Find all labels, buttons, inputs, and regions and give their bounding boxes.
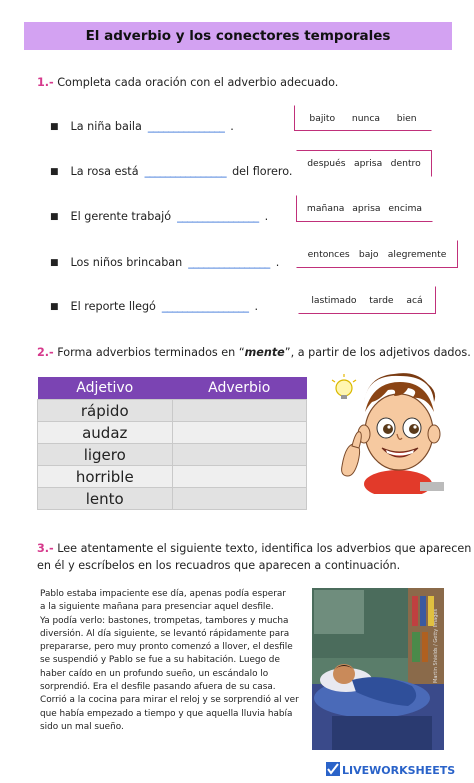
sentence-2-after: del florero. — [232, 165, 293, 178]
table-row — [38, 466, 307, 488]
boy-idea-illustration — [328, 372, 446, 494]
word-option: aprisa — [352, 203, 381, 214]
sentence-5-after: . — [254, 300, 259, 313]
word-box-1 — [294, 105, 432, 131]
section2-text-pre: Forma adverbios terminados en “ — [57, 346, 245, 359]
sentence-2-before: La rosa está — [70, 165, 139, 178]
adverb-answer-cell[interactable] — [172, 422, 307, 444]
word-box-2 — [296, 150, 432, 177]
sentence-1 — [50, 120, 234, 133]
footer-brand: LIVEWORKSHEETS — [342, 764, 456, 777]
adjective-cell: lento — [38, 488, 173, 510]
word-option: nunca — [351, 112, 381, 124]
section3-text-2: en él y escríbelos en los recuadros que aparecen a continuación. — [37, 559, 401, 572]
sentence-4-after: . — [275, 256, 280, 269]
sentence-3 — [50, 210, 268, 223]
section3-instruction — [37, 540, 471, 574]
section1-text: Completa cada oración con el adverbio adecuado. — [57, 76, 339, 89]
liveworksheets-logo-icon — [326, 762, 340, 776]
story-line: sido un mal sueño. — [40, 721, 124, 732]
word-option: acá — [406, 294, 423, 306]
word-option: bien — [396, 112, 417, 124]
sentence-1-blank[interactable]: _______________ — [147, 120, 225, 133]
adjective-table — [37, 377, 307, 510]
section2-text-em: mente — [244, 346, 285, 359]
word-box-4 — [296, 240, 458, 268]
adverb-answer-cell[interactable] — [172, 466, 307, 488]
bullet-icon: ■ — [50, 301, 59, 312]
adverb-answer-cell[interactable] — [172, 400, 307, 422]
header-adjetivo: Adjetivo — [38, 377, 173, 400]
word-option: entonces — [307, 248, 350, 260]
section1-instruction — [37, 76, 338, 89]
section1-number: 1.- — [37, 76, 54, 89]
story-text — [40, 588, 308, 734]
sentence-2 — [50, 165, 292, 178]
sentence-5 — [50, 300, 258, 313]
adverb-answer-cell[interactable] — [172, 444, 307, 466]
sleeping-boy-photo — [312, 588, 444, 750]
table-header-row — [38, 377, 307, 400]
bullet-icon: ■ — [50, 257, 59, 268]
story-line: diversión. Al día siguiente, se levantó rápidamente para — [40, 628, 290, 639]
worksheet-title: El adverbio y los conectores temporales — [24, 22, 452, 50]
sentence-3-blank[interactable]: ________________ — [177, 210, 259, 223]
bullet-icon: ■ — [50, 166, 59, 177]
sentence-3-after: . — [264, 210, 269, 223]
section2-instruction — [37, 346, 471, 359]
section3-line-1 — [37, 540, 471, 557]
header-adverbio: Adverbio — [172, 377, 307, 400]
sentence-3-before: El gerente trabajó — [70, 210, 172, 223]
word-box-5 — [298, 286, 436, 314]
story-line: haber caído en un profundo sueño, un escándalo lo — [40, 668, 269, 679]
table-row — [38, 400, 307, 422]
word-option: después — [307, 158, 346, 169]
adjective-cell: rápido — [38, 400, 173, 422]
adjective-cell: ligero — [38, 444, 173, 466]
photo-credit: Martin Shields / Getty Images — [433, 608, 439, 683]
sentence-5-before: El reporte llegó — [70, 300, 156, 313]
story-line: sorprendió. Era el desfile pasando afuera de su casa. — [40, 682, 276, 693]
sentence-2-blank[interactable]: ________________ — [144, 165, 227, 178]
table-row — [38, 422, 307, 444]
word-option: alegremente — [387, 248, 447, 260]
sentence-4 — [50, 256, 279, 269]
word-option: tarde — [369, 294, 394, 306]
story-line: se suspendió y Pablo se fue a su habitación. Luego de — [40, 655, 280, 666]
sentence-4-before: Los niños brincaban — [70, 256, 183, 269]
section2-text-post: ”, a partir de los adjetivos dados. — [284, 346, 471, 359]
word-option: dentro — [390, 158, 421, 169]
table-row — [38, 444, 307, 466]
section3-text-1: Lee atentamente el siguiente texto, identifica los adverbios que aparecen — [57, 542, 472, 555]
story-line: a la siguiente mañana para presenciar aquel desfile. — [40, 602, 274, 613]
bullet-icon: ■ — [50, 121, 59, 132]
table-row — [38, 488, 307, 510]
sentence-1-after: . — [230, 120, 234, 133]
footer — [0, 758, 474, 778]
word-option: bajo — [358, 248, 379, 260]
word-option: lastimado — [311, 294, 357, 306]
word-option: encima — [388, 203, 423, 214]
bullet-icon: ■ — [50, 211, 59, 222]
story-line: Pablo estaba impaciente ese día, apenas podía esperar — [40, 589, 286, 599]
word-box-3 — [296, 195, 433, 222]
footer-bar — [0, 758, 474, 778]
section2-number: 2.- — [37, 346, 54, 359]
sentence-5-blank[interactable]: _________________ — [161, 300, 249, 313]
story-line: Ya podía verlo: bastones, trompetas, tambores y mucha — [40, 615, 289, 626]
adverb-answer-cell[interactable] — [172, 488, 307, 510]
word-option: aprisa — [354, 158, 383, 169]
sentence-1-before: La niña baila — [70, 120, 142, 133]
lightbulb-icon — [332, 374, 356, 399]
adjective-cell: audaz — [38, 422, 173, 444]
story-line: Corrió a la cocina para mirar el reloj y se sorprendió al ver — [40, 695, 299, 706]
story-line: prepararse, pero muy pronto comenzó a llover, el desfile — [40, 642, 293, 653]
word-option: mañana — [306, 203, 345, 214]
adjective-cell: horrible — [38, 466, 173, 488]
story-line: que había empezado a tiempo y que aquella lluvia había — [40, 708, 293, 719]
section3-number: 3.- — [37, 542, 54, 555]
sentence-4-blank[interactable]: ________________ — [188, 256, 270, 269]
word-option: bajito — [309, 112, 336, 124]
